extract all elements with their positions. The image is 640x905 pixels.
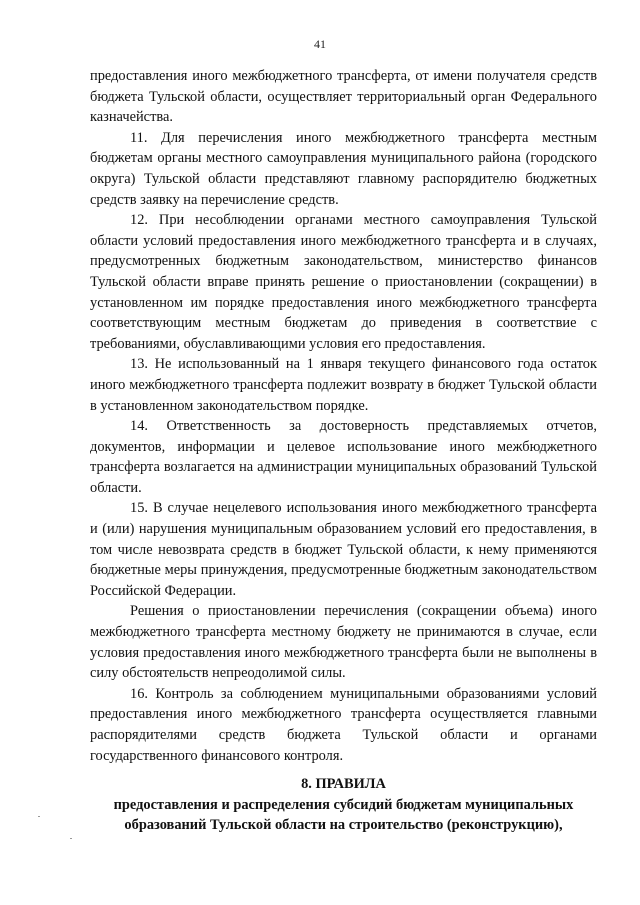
document-body [90,66,597,836]
scan-speck [38,816,40,817]
paragraph: предоставления иного межбюджетного трансферта, от имени получателя средств бюджета Тульской области, осуществляет территориальный орган Федерального казначейства. [90,68,597,126]
section-subtitle-line: предоставления и распределения субсидий бюджетам муниципальных [113,796,574,813]
section-subtitle-line: образований Тульской области на строительство (реконструкцию), [124,817,563,834]
section-title: 8. ПРАВИЛА [301,776,386,793]
paragraph: 13. Не использованный на 1 января текущего финансового года остаток иного межбюджетного трансферта подлежит возврату в бюджет Тульской области в установленном законодательством порядке. [90,356,597,414]
paragraph: 15. В случае нецелевого использования иного межбюджетного трансферта и (или) нарушения муниципальным образованием условий его предоставления, в том числе невозврата средств в бюджет Тульской области, к нему применяются бюджетные меры принуждения, предусмотренные бюджетным законодательством Российской Федерации. [90,500,597,599]
page-number: 41 [314,37,326,51]
scan-speck [70,838,72,839]
paragraph: 12. При несоблюдении органами местного самоуправления Тульской области условий предоставления иного межбюджетного трансферта и в случаях, предусмотренных бюджетным законодательством, министерство финансов Тульской области вправе принять решение о приостановлении (сокращении) в установленном им порядке предоставления иного межбюджетного трансферта соответствующим местным бюджетам до приведения в соответствие с требованиями, обуславливающими условия его предоставления. [90,212,597,352]
paragraph: 16. Контроль за соблюдением муниципальными образованиями условий предоставления иного межбюджетного трансферта осуществляется главными распорядителями средств бюджета Тульской области и органами государственного финансового контроля. [90,685,597,764]
paragraph: 14. Ответственность за достоверность представляемых отчетов, документов, информации и целевое использование иного межбюджетного трансферта возлагается на администрации муниципальных образований Тульской области. [90,418,597,496]
paragraph: 11. Для перечисления иного межбюджетного трансферта местным бюджетам органы местного самоуправления муниципального района (городского округа) Тульской области представляют главному распорядителю бюджетных средств заявку на перечисление средств. [90,129,597,208]
paragraph: Решения о приостановлении перечисления (сокращении объема) иного межбюджетного трансферта местному бюджету не принимаются в случае, если условия предоставления иного межбюджетного трансферта были не выполнены в силу обстоятельств непреодолимой силы. [90,603,597,682]
